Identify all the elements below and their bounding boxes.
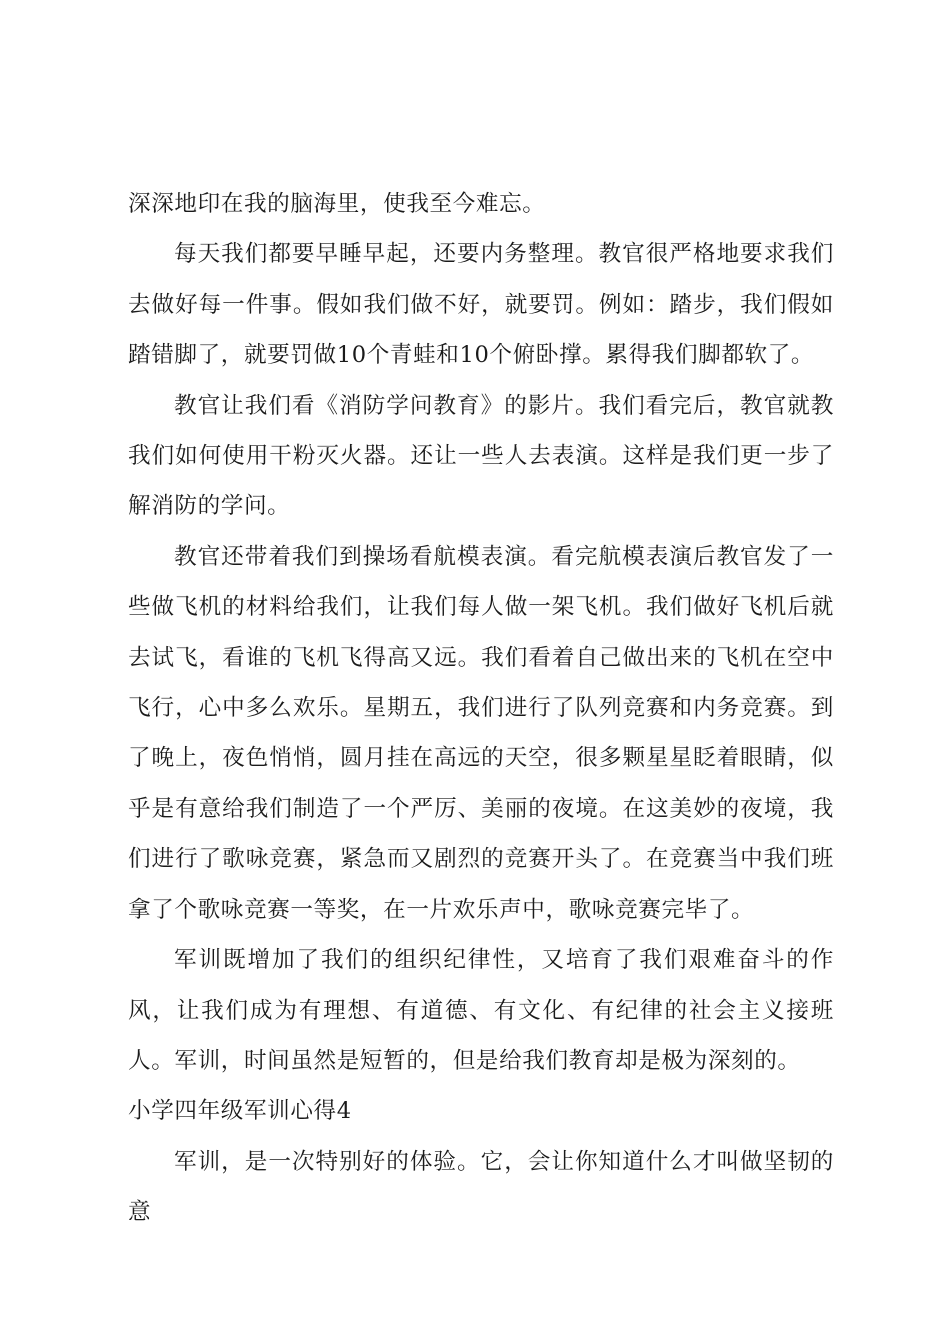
paragraph-fire-safety: 教官让我们看《消防学问教育》的影片。我们看完后，教官就教我们如何使用干粉灭火器。还让一些人去表演。这样是我们更一步了解消防的学问。: [128, 392, 834, 520]
paragraph-conclusion: 军训既增加了我们的组织纪律性，又培育了我们艰难奋斗的作风，让我们成为有理想、有道德、有文化、有纪律的社会主义接班人。军训，时间虽然是短暂的，但是给我们教育却是极为深刻的。: [128, 947, 834, 1074]
paragraph-daily-routine: 每天我们都要早睡早起，还要内务整理。教官很严格地要求我们去做好每一件事。假如我们做不好，就要罚。例如：踏步，我们假如踏错脚了，就要罚做10个青蛙和10个俯卧撑。累得我们脚都软了。: [128, 241, 834, 369]
paragraph-continuation: 深深地印在我的脑海里，使我至今难忘。: [128, 191, 546, 217]
document-body: [128, 179, 834, 1238]
paragraph-model-aircraft: 教官还带着我们到操场看航模表演。看完航模表演后教官发了一些做飞机的材料给我们，让我们每人做一架飞机。我们做好飞机后就去试飞，看谁的飞机飞得高又远。我们看着自己做出来的飞机在空中飞行，心中多么欢乐。星期五，我们进行了队列竞赛和内务竞赛。到了晚上，夜色悄悄，圆月挂在高远的天空，很多颗星星眨着眼睛，似乎是有意给我们制造了一个严厉、美丽的夜境。在这美妙的夜境，我们进行了歌咏竞赛，紧急而又剧烈的竞赛开头了。在竞赛当中我们班拿了个歌咏竞赛一等奖，在一片欢乐声中，歌咏竞赛完毕了。: [128, 543, 834, 923]
paragraph-section-start: 军训，是一次特别好的体验。它，会让你知道什么才叫做坚韧的意: [128, 1148, 834, 1226]
section-heading: 小学四年级军训心得4: [128, 1098, 352, 1125]
